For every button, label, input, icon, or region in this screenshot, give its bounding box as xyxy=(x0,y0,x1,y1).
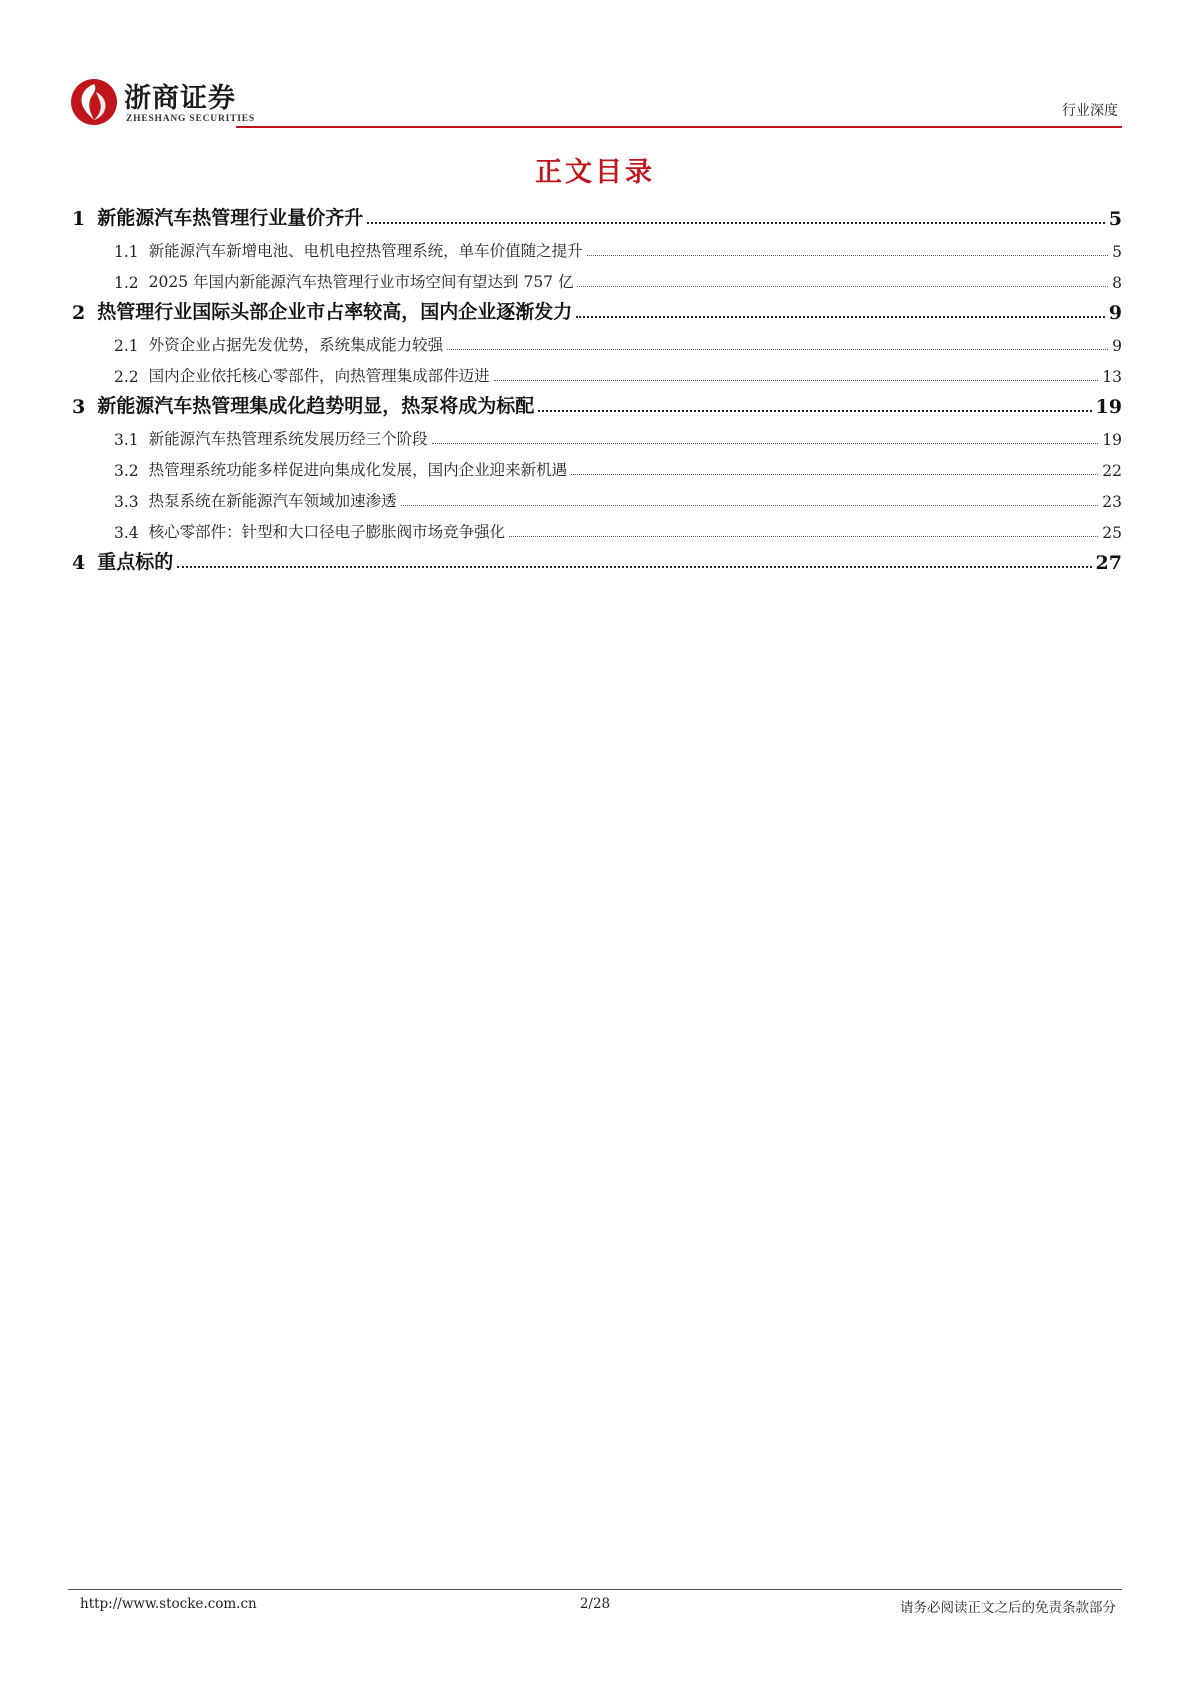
brand-name-cn: 浙商证券 xyxy=(124,83,236,114)
toc-dot-leader xyxy=(432,443,1099,444)
toc-entry-number: 2 xyxy=(72,302,86,324)
toc-page-number: 8 xyxy=(1112,274,1122,292)
toc-dot-leader xyxy=(587,255,1108,256)
toc-section-entry[interactable] xyxy=(72,355,1122,386)
toc-dot-leader xyxy=(509,536,1098,537)
toc-entry-number: 3.4 xyxy=(114,524,139,542)
toc-entry-title: 新能源汽车热管理行业量价齐升 xyxy=(97,207,364,229)
toc-section-entry[interactable] xyxy=(72,511,1122,542)
toc-page-number: 22 xyxy=(1102,462,1122,480)
toc-section-entry[interactable] xyxy=(72,480,1122,511)
toc-entry-number: 3.2 xyxy=(114,462,139,480)
toc-page-number: 5 xyxy=(1108,208,1122,230)
toc-dot-leader xyxy=(577,286,1108,287)
zheshang-logo-icon xyxy=(70,78,118,126)
toc-entry-title: 国内企业依托核心零部件，向热管理集成部件迈进 xyxy=(148,367,490,385)
toc-chapter-entry[interactable] xyxy=(72,542,1122,574)
toc-dot-leader xyxy=(538,410,1091,412)
footer-disclaimer-note: 请务必阅读正文之后的免责条款部分 xyxy=(900,1600,1116,1616)
page-header xyxy=(68,70,1122,130)
toc-entry-number: 1.1 xyxy=(114,243,139,261)
toc-entry-title: 重点标的 xyxy=(97,551,174,573)
report-type-label: 行业深度 xyxy=(1062,103,1118,119)
toc-title: 正文目录 xyxy=(535,157,655,188)
toc-entry-number: 3 xyxy=(72,396,86,418)
toc-dot-leader xyxy=(401,505,1099,506)
toc-section-entry[interactable] xyxy=(72,324,1122,355)
toc-page-number: 19 xyxy=(1095,396,1122,418)
toc-page-number: 27 xyxy=(1095,552,1122,574)
toc-entry-title: 新能源汽车新增电池、电机电控热管理系统，单车价值随之提升 xyxy=(148,242,583,260)
toc-entry-title: 外资企业占据先发优势，系统集成能力较强 xyxy=(148,336,444,354)
toc-dot-leader xyxy=(494,380,1099,381)
footer-url-link[interactable]: http://www.stocke.com.cn xyxy=(80,1596,257,1612)
toc-entry-title: 热泵系统在新能源汽车领域加速渗透 xyxy=(148,492,397,510)
toc-entry-number: 4 xyxy=(72,552,86,574)
toc-page-number: 5 xyxy=(1112,243,1122,261)
toc-page-number: 9 xyxy=(1108,302,1122,324)
toc-entry-title: 热管理行业国际头部企业市占率较高，国内企业逐渐发力 xyxy=(97,301,573,323)
toc-page-number: 25 xyxy=(1102,524,1122,542)
toc-chapter-entry[interactable] xyxy=(72,198,1122,230)
toc-chapter-entry[interactable] xyxy=(72,292,1122,324)
toc-entry-number: 3.1 xyxy=(114,431,139,449)
toc-section-entry[interactable] xyxy=(72,261,1122,292)
brand-name-en: ZHESHANG SECURITIES xyxy=(126,114,255,124)
toc-entry-number: 1.2 xyxy=(114,274,139,292)
toc-entry-number: 1 xyxy=(72,208,86,230)
toc-section-entry[interactable] xyxy=(72,449,1122,480)
toc-section-entry[interactable] xyxy=(72,418,1122,449)
toc-entry-title: 新能源汽车热管理集成化趋势明显，热泵将成为标配 xyxy=(97,395,535,417)
toc-entry-number: 2.2 xyxy=(114,368,139,386)
toc-entry-title: 热管理系统功能多样促进向集成化发展，国内企业迎来新机遇 xyxy=(148,461,568,479)
toc-dot-leader xyxy=(571,474,1098,475)
toc-dot-leader xyxy=(367,222,1105,224)
toc-chapter-entry[interactable] xyxy=(72,386,1122,418)
toc-entry-number: 3.3 xyxy=(114,493,139,511)
footer-page-number: 2/28 xyxy=(579,1596,611,1612)
toc-page-number: 23 xyxy=(1102,493,1122,511)
header-divider xyxy=(236,126,1122,128)
toc-page-number: 13 xyxy=(1102,368,1122,386)
toc-dot-leader xyxy=(447,349,1108,350)
toc-entry-title: 2025 年国内新能源汽车热管理行业市场空间有望达到 757 亿 xyxy=(148,273,574,291)
toc-dot-leader xyxy=(576,316,1105,318)
toc-entry-title: 核心零部件：针型和大口径电子膨胀阀市场竞争强化 xyxy=(148,523,506,541)
table-of-contents xyxy=(72,198,1122,574)
toc-page-number: 9 xyxy=(1112,337,1122,355)
toc-page-number: 19 xyxy=(1102,431,1122,449)
toc-entry-title: 新能源汽车热管理系统发展历经三个阶段 xyxy=(148,430,428,448)
toc-entry-number: 2.1 xyxy=(114,337,139,355)
toc-section-entry[interactable] xyxy=(72,230,1122,261)
toc-dot-leader xyxy=(177,566,1091,568)
footer-divider xyxy=(68,1589,1122,1590)
